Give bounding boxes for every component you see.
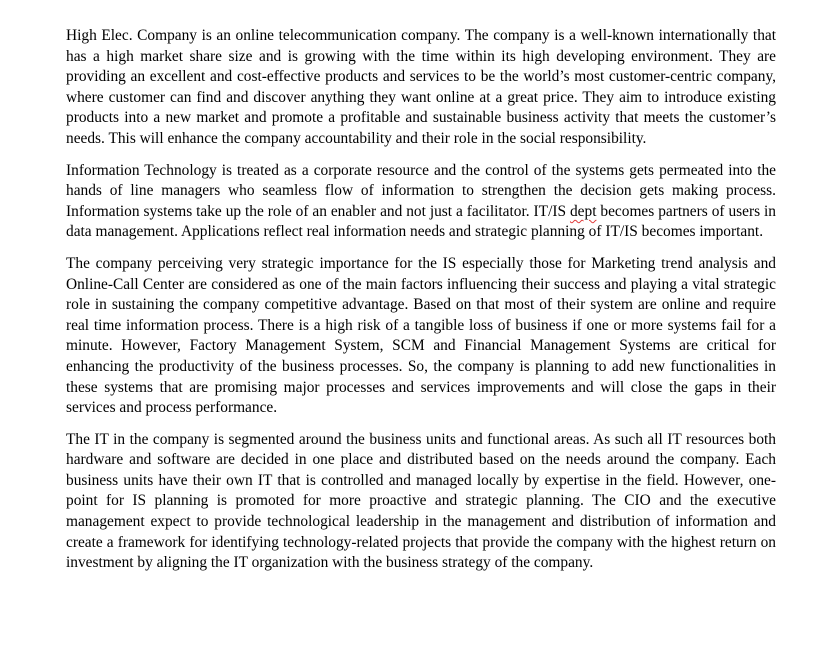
paragraph-text: The company perceiving very strategic importance for the IS especially those for Marketing trend analysis and Online-Call Center are considered as one of the main factors influencing their success and playing a vital strategic role in sustaining the company competitive advantage. Based on that most of their system are online and require real time information process. There is a high risk of a tangible loss of business if one or more systems fail for a minute. However, Factory Management System, SCM and Financial Management Systems are critical for enhancing the productivity of the business processes. So, the company is planning to add new functionalities in these systems that are promising major processes and services improvements and will close the gaps in their services and process performance.	[66, 254, 776, 417]
paragraph-information-technology	[66, 161, 776, 243]
paragraph-text: High Elec. Company is an online telecommunication company. The company is a well-known internationally that has a high market share size and is growing with the time within its high developing environment. They are providing an excellent and cost-effective products and services to be the world’s most customer-centric company, where customer can find and discover anything they want online at a great price. They aim to introduce existing products into a new market and promote a profitable and sustainable business activity that meets the customer’s needs. This will enhance the company accountability and their role in the social responsibility.	[66, 27, 776, 147]
paragraph-text-continued: becomes partners of users in data management. Applications reflect real information needs and strategic planning of IT/IS becomes important.	[66, 202, 776, 241]
paragraph-text: The IT in the company is segmented around the business units and functional areas. As such all IT resources both hardware and software are decided in one place and distributed based on the needs around the company. Each business units have their own IT that is controlled and managed locally by expertise in the field. However, one-point for IS planning is promoted for more proactive and strategic planning. The CIO and the executive management expect to provide technological leadership in the management and distribution of information and create a framework for identifying technology-related projects that provide the company with the highest return on investment by aligning the IT organization with the business strategy of the company.	[66, 430, 776, 572]
paragraph-strategic-importance	[66, 254, 776, 419]
paragraph-text: Information Technology is treated as a corporate resource and the control of the systems gets permeated into the hands of line managers who seamless flow of information to strengthen the decision gets making process. Information systems take up the role of an enabler and not just a facilitator. IT/IS	[66, 161, 776, 220]
paragraph-company-overview	[66, 26, 776, 150]
paragraph-it-organization	[66, 430, 776, 574]
document-body	[66, 26, 776, 574]
spelling-error-word[interactable]: dept	[569, 202, 597, 220]
